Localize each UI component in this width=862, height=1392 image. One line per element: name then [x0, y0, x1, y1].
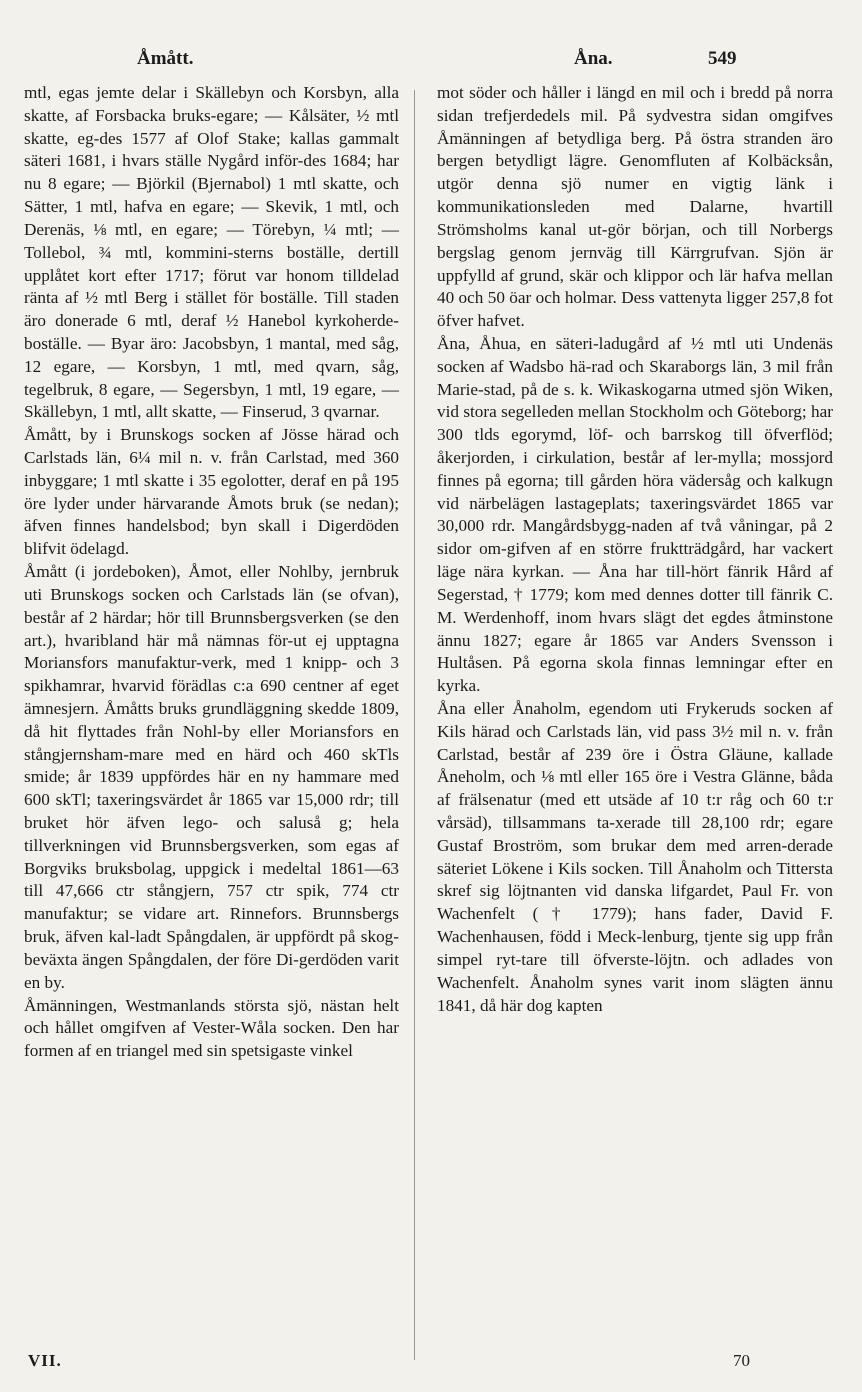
signature-mark: VII.	[28, 1351, 62, 1370]
page-number: 549	[708, 48, 737, 69]
header-right-word: Åna.	[574, 48, 613, 69]
paragraph: Åmått, by i Brunskogs socken af Jösse härad och Carlstads län, 6¼ mil n. v. från Carlstad, med 360 inbyggare; 1 mtl skatte i 35 egolotter, deraf en på 195 öre lyder under härvarande Åmots bruk (se nedan); äfven finnes handelsbod; byn skall i Digerdöden blifvit ödelagd.	[24, 425, 399, 559]
paragraph: mtl, egas jemte delar i Skällebyn och Korsbyn, alla skatte, af Forsbacka bruks-egare; — Kålsäter, ½ mtl skatte, eg-des 1577 af Olof Stake; kallas gammalt säteri 1681, i hvars ställe Nygård inför-des 1684; har nu 8 egare; — Björkil (Bjernabol) 1 mtl skatte, och Sätter, 1 mtl, hafva en egare; — Skevik, 1 mtl, och Derenäs, ⅛ mtl, en egare; — Törebyn, ¼ mtl; — Tollebol, ¾ mtl, kommini-sterns boställe, dertill upplåtet kort efter 1717; förut var honom tilldelad ränta af ½ mtl Berg i stället för boställe. Till staden äro donerade 6 mtl, deraf ½ Hanebol kyrkoherde-boställe. — Byar äro: Jacobsbyn, 1 mantal, med såg, 12 egare, — Korsbyn, 1 mtl, med qvarn, såg, tegelbruk, 8 egare, — Segersbyn, 1 mtl, 19 egare, — Skällebyn, 1 mtl, allt skatte, — Finserud, 3 qvarnar.	[24, 83, 399, 422]
paragraph: mot söder och håller i längd en mil och i bredd på norra sidan trefjerdedels mil. På sydvestra sidan omgifves Åmänningen af betydliga berg. På östra stranden äro bergen betydligt lägre. Genomfluten af Kolbäcksån, utgör denna sjö numer en vigtig länk i kommunikationsleden med Dalarne, hvartill Strömsholms kanal ut-gör början, och till Norbergs bergslag genom jernväg till Kärrgrufvan. Sjön är uppfylld af grund, skär och klippor och lär hafva mellan 40 och 50 öar och holmar. Dess vattenyta ligger 257,8 fot öfver hafvet.	[437, 83, 833, 331]
right-column	[437, 82, 833, 1017]
column-divider	[414, 90, 415, 1360]
paragraph: Åmått (i jordeboken), Åmot, eller Nohlby, jernbruk uti Brunskogs socken och Carlstads län (se ofvan), består af 2 härdar; hör till Brunnsbergsverken (se den art.), hvaribland här må nämnas för-ut ej upptagna Moriansfors manufaktur-verk, med 1 knipp- och 3 spikhamrar, hvarvid förädlas c:a 690 centner af eget ämnesjern. Åmåtts bruks grundläggning skedde 1809, då hit flyttades från Nohl-by eller Moriansfors en stångjernsham-mare med en härd och 460 skTls smide; år 1839 uppfördes här en ny hammare med 600 skTl; taxeringsvärdet år 1865 var 15,000 rdr; till bruket hör äfven lego- och saluså g; hela tillverkningen vid Brunnsbergsverken, som egas af Borgviks bruksbolag, uppgick i medeltal 1861—63 till 47,666 ctr stångjern, 757 ctr spik, 774 ctr manufaktur; se vidare art. Rinnefors. Brunnsbergs bruk, äfven kal-ladt Spångdalen, är uppfördt på skog-beväxta ängen Spångdalen, der före Di-gerdöden varit en by.	[24, 562, 399, 992]
header-left-word: Åmått.	[137, 48, 194, 69]
paragraph: Åna eller Ånaholm, egendom uti Frykeruds socken af Kils härad och Carlstads län, vid pass 3½ mil n. v. från Carlstad, består af 239 öre i Östra Gläune, kallade Åneholm, och ⅛ mtl eller 165 öre i Vestra Glänne, båda af frälsenatur (med ett utsäde af 10 t:r råg och 60 t:r vårsäd), tillsammans ta-xerade till 28,100 rdr; egare Gustaf Broström, som brukar dem med arren-derade säteriet Lökene i Kils socken. Till Ånaholm och Tittersta skref sig löjtnanten vid danska lifgardet, Paul Fr. von Wachenfelt († 1779); hans fader, David F. Wachenhausen, född i Meck-lenburg, tjente sig upp från simpel ryt-tare till öfverste-löjtn. och adlades von Wachenfelt. Ånaholm synes varit inom slägten ännu 1841, då här dog kapten	[437, 698, 833, 1015]
paragraph: Åna, Åhua, en säteri-ladugård af ½ mtl uti Undenäs socken af Wadsbo hä-rad och Skaraborgs län, 3 mil från Marie-stad, på de s. k. Wikaskogarna utmed sjön Wiken, vid stora segelleden mellan Stockholm och Göteborg; har 300 tlds egorymd, löf- och barrskog till öfverflöd; åkerjorden, i cirkulation, består af ler-mylla; mossjord finnes på egorna; till gården höra vädersåg och kalkugn vid närbelägen lastageplats; taxeringsvärdet 1865 var 30,000 rdr. Mangårdsbygg-naden af två våningar, på 2 sidor om-gifven af en större fruktträdgård, har vackert läge nära kyrkan. — Åna har till-hört fänrik Hård af Segerstad, † 1779; kom med dennes dotter till fänrik C. M. Werdenhoff, inom hvars slägt det egdes åtminstone ännu 1827; egare år 1865 var Anders Svensson i Hultåsen. På egorna skola finnas lemningar efter en kyrka.	[437, 333, 833, 696]
sheet-number: 70	[733, 1351, 750, 1370]
paragraph: Åmänningen, Westmanlands största sjö, nästan helt och hållet omgifven af Vester-Wåla socken. Den har formen af en triangel med sin spetsigaste vinkel	[24, 995, 399, 1061]
left-column	[24, 82, 399, 1063]
